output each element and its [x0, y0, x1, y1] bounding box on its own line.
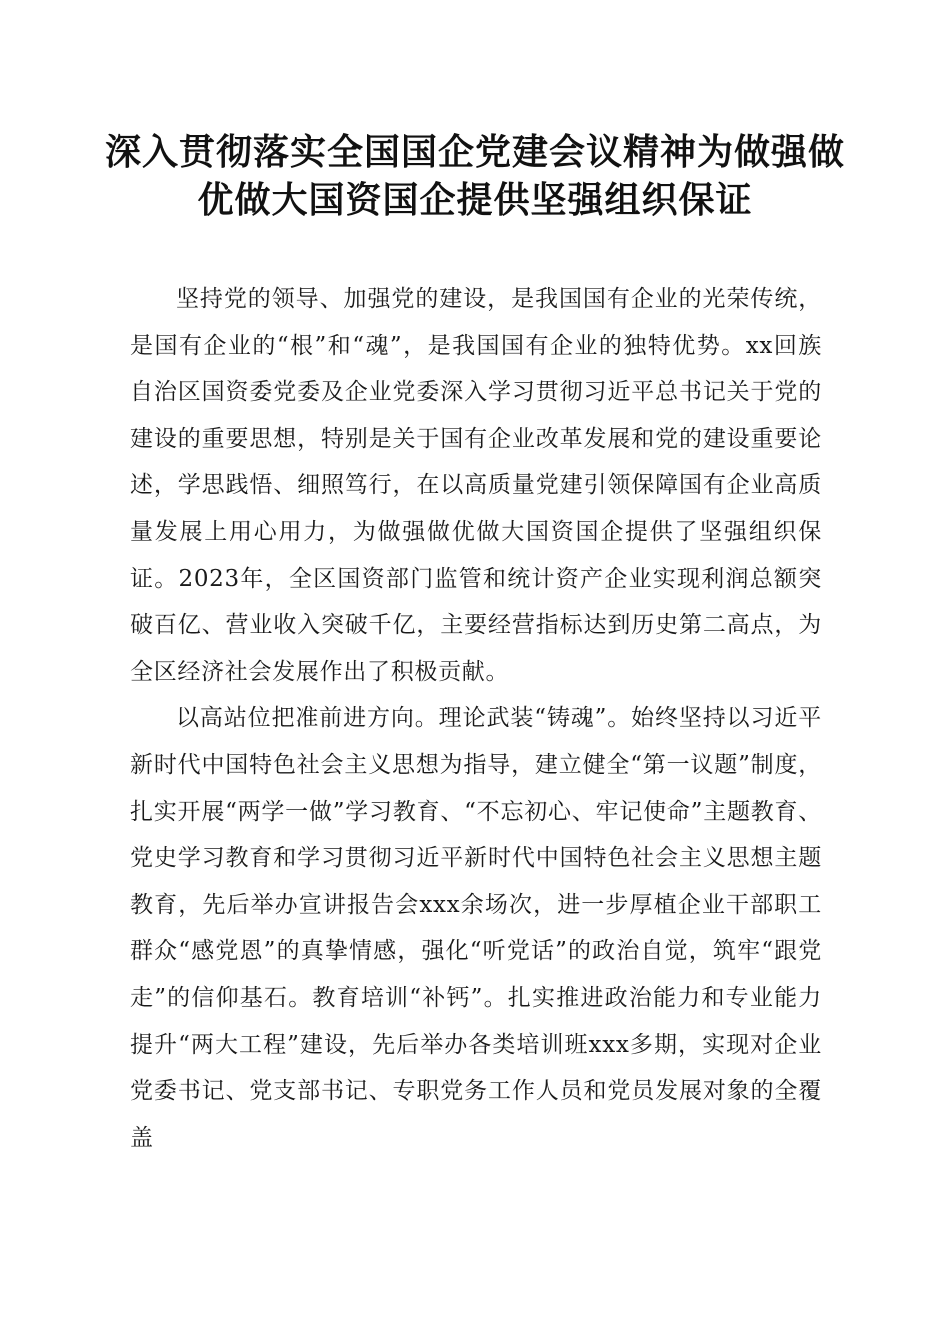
paragraph-2: 以高站位把准前进方向。理论武装“铸魂”。始终坚持以习近平新时代中国特色社会主义思想为指导，建立健全“第一议题”制度，扎实开展“两学一做”学习教育、“不忘初心、牢记使命”主题教育、党史学习教育和学习贯彻习近平新时代中国特色社会主义思想主题教育，先后举办宣讲报告会xxx余场次，进一步厚植企业干部职工群众“感党恩”的真挚情感，强化“听党话”的政治自觉，筑牢“跟党走”的信仰基石。教育培训“补钙”。扎实推进政治能力和专业能力提升“两大工程”建设，先后举办各类培训班xxx多期，实现对企业党委书记、党支部书记、专职党务工作人员和党员发展对象的全覆盖 — [130, 705, 822, 1151]
document-title: 深入贯彻落实全国国企党建会议精神为做强做优做大国资国企提供坚强组织保证 — [104, 131, 845, 221]
paragraph-1: 坚持党的领导、加强党的建设，是我国国有企业的光荣传统，是国有企业的“根”和“魂”，是我国国有企业的独特优势。xx回族自治区国资委党委及企业党委深入学习贯彻习近平总书记关于党的建设的重要思想，特别是关于国有企业改革发展和党的建设重要论述，学思践悟、细照笃行，在以高质量党建引领保障国有企业高质量发展上用心用力，为做强做优做大国资国企提供了坚强组织保证。2023年，全区国资部门监管和统计资产企业实现利润总额突破百亿、营业收入突破千亿，主要经营指标达到历史第二高点，为全区经济社会发展作出了积极贡献。 — [130, 286, 822, 685]
document-body — [130, 276, 822, 1161]
